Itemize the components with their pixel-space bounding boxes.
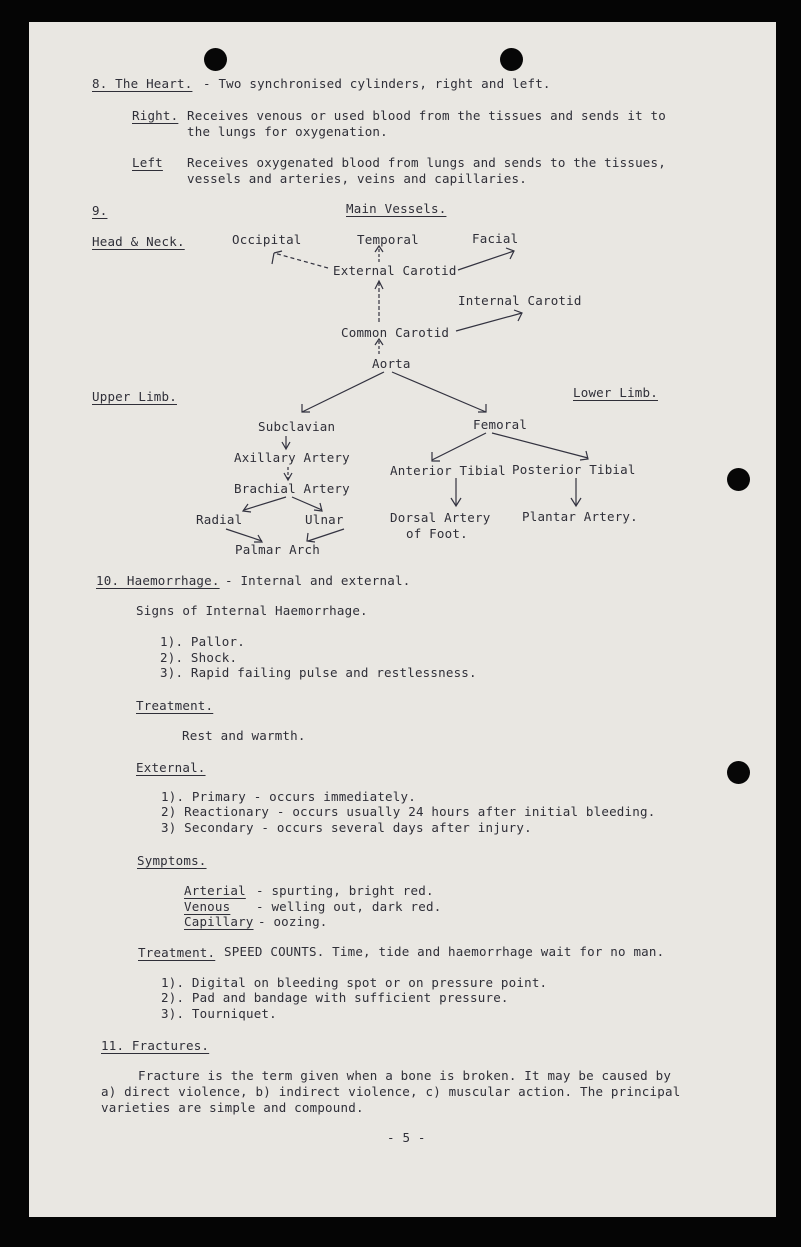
venous-text: - welling out, dark red. [256,899,442,914]
lower-limb-label: Lower Limb. [573,385,658,400]
node-external-carotid: External Carotid [333,263,457,278]
node-palmar-arch: Palmar Arch [235,542,320,557]
treatment-heading-1: Treatment. [136,698,214,713]
arrow-to-posterior-tibial [492,433,588,458]
node-plantar-artery: Plantar Artery. [522,509,638,524]
treatment-heading-2: Treatment. [138,945,216,960]
arrow-to-ulnar [292,497,322,510]
arterial-text: - spurting, bright red. [256,883,434,898]
fractures-line-1: Fracture is the term given when a bone is broken. It may be caused by [138,1068,672,1083]
signs-item-3: 3). Rapid failing pulse and restlessness. [160,665,477,680]
head-neck-label: Head & Neck. [92,234,185,249]
left-text-line-1: Receives oxygenated blood from lungs and sends to the tissues, [187,155,666,170]
upper-limb-label: Upper Limb. [92,389,177,404]
external-heading: External. [136,760,206,775]
node-anterior-tibial: Anterior Tibial [390,463,506,478]
node-temporal: Temporal [357,232,419,247]
right-text-line-2: the lungs for oxygenation. [187,124,388,139]
arrow-to-radial [244,497,286,510]
node-subclavian: Subclavian [258,419,336,434]
treatment-text-2: SPEED COUNTS. Time, tide and haemorrhage wait for no man. [224,944,665,959]
section-8-heading: 8. The Heart. [92,76,193,91]
venous-label: Venous [184,899,231,914]
node-radial: Radial [196,512,243,527]
node-occipital: Occipital [232,232,302,247]
treatment-item-2: 2). Pad and bandage with sufficient pressure. [161,990,509,1005]
node-common-carotid: Common Carotid [341,325,450,340]
arrow-to-femoral [392,372,486,412]
external-item-1: 1). Primary - occurs immediately. [161,789,416,804]
arrow-to-internal-carotid [456,313,522,331]
right-label: Right. [132,108,179,123]
node-femoral: Femoral [473,417,528,432]
signs-item-1: 1). Pallor. [160,634,245,649]
node-brachial-artery: Brachial Artery [234,481,350,496]
node-aorta: Aorta [372,356,411,371]
node-ulnar: Ulnar [305,512,344,527]
external-item-3: 3) Secondary - occurs several days after injury. [161,820,532,835]
signs-item-2: 2). Shock. [160,650,238,665]
section-10-heading: 10. Haemorrhage. [96,573,220,588]
capillary-label: Capillary [184,914,254,929]
section-11-heading: 11. Fractures. [101,1038,210,1053]
node-dorsal-artery: Dorsal Artery [390,510,491,525]
node-axillary-artery: Axillary Artery [234,450,350,465]
page-number: - 5 - [387,1130,426,1145]
node-facial: Facial [472,231,519,246]
arrow-to-facial [458,251,514,270]
arrow-ulnar-to-palmar [308,529,344,541]
left-text-line-2: vessels and arteries, veins and capillaries. [187,171,527,186]
arrow-to-anterior-tibial [432,433,486,460]
right-text-line-1: Receives venous or used blood from the tissues and sends it to [187,108,666,123]
treatment-item-1: 1). Digital on bleeding spot or on pressure point. [161,975,548,990]
node-posterior-tibial: Posterior Tibial [512,462,636,477]
external-item-2: 2) Reactionary - occurs usually 24 hours after initial bleeding. [161,804,656,819]
fractures-line-2: a) direct violence, b) indirect violence, c) muscular action. The principal [101,1084,681,1099]
section-10-heading-text: - Internal and external. [225,573,411,588]
arrow-radial-to-palmar [226,529,262,541]
treatment-text-1: Rest and warmth. [182,728,306,743]
left-label: Left [132,155,163,170]
section-9-number: 9. [92,203,108,218]
arrow-to-subclavian [302,372,384,412]
arterial-label: Arterial [184,883,246,898]
signs-heading: Signs of Internal Haemorrhage. [136,603,368,618]
arrow-to-occipital [274,253,328,268]
treatment-item-3: 3). Tourniquet. [161,1006,277,1021]
main-vessels-title: Main Vessels. [346,201,447,216]
symptoms-heading: Symptoms. [137,853,207,868]
node-internal-carotid: Internal Carotid [458,293,582,308]
capillary-text: - oozing. [258,914,328,929]
node-dorsal-artery-line-2: of Foot. [406,526,468,541]
section-8-heading-text: - Two synchronised cylinders, right and left. [203,76,551,91]
fractures-line-3: varieties are simple and compound. [101,1100,364,1115]
